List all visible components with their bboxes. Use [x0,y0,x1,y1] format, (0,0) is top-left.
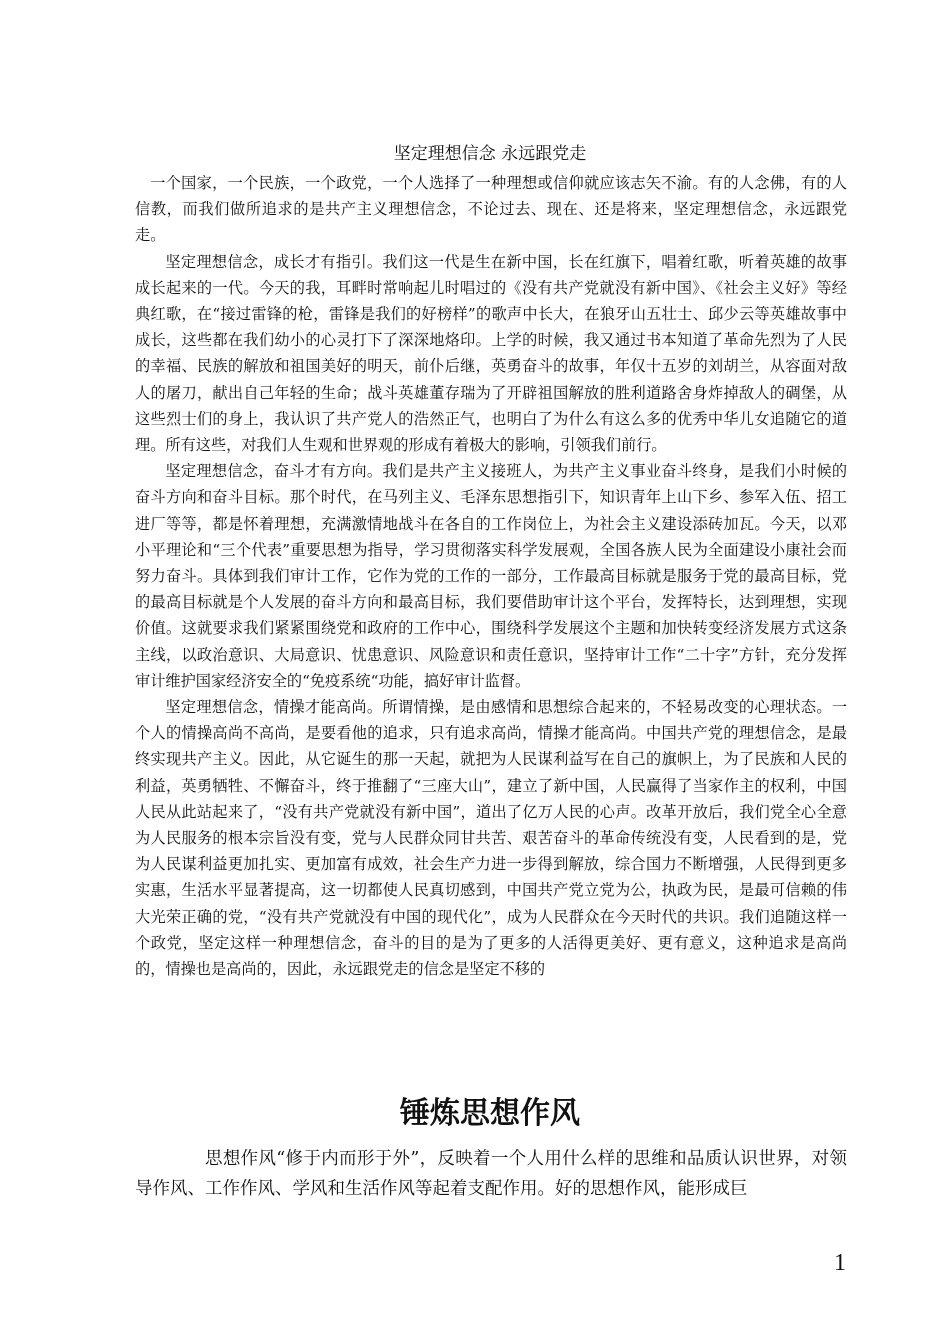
section-paragraph: 思想作风“修于内而形于外”，反映着一个人用什么样的思维和品质认识世界，对领导作风、工作作风、学风和生活作风等起着支配作用。好的思想作风，能形成巨 [135,1149,847,1199]
paragraph-noble-sentiment: 坚定理想信念，情操才能高尚。所谓情操，是由感情和思想综合起来的，不轻易改变的心理状态。一个人的情操高尚不高尚，是要看他的追求，只有追求高尚，情操才能高尚。中国共产党的理想信念，是最终实现共产主义。因此，从它诞生的那一天起，就把为人民谋利益写在自己的旗帜上，为了民族和人民的利益，英勇牺牲、不懈奋斗，终于推翻了“三座大山”，建立了新中国，人民赢得了当家作主的权利，中国人民从此站起来了，“没有共产党就没有新中国”，道出了亿万人民的心声。改革开放后，我们党全心全意为人民服务的根本宗旨没有变，党与人民群众同甘共苦、艰苦奋斗的革命传统没有变，人民看到的是，党为人民谋利益更加扎实、更加富有成效，社会生产力进一步得到解放，综合国力不断增强，人民得到更多实惠，生活水平显著提高，这一切都使人民真切感到，中国共产党立党为公，执政为民，是最可信赖的伟大光荣正确的党，“没有共产党就没有中国的现代化”，成为人民群众在今天时代的共识。我们追随这样一个政党，坚定这样一种理想信念，奋斗的目的是为了更多的人活得更美好、更有意义，这种追求是高尚的，情操也是高尚的，因此，永远跟党走的信念是坚定不移的 [135,698,847,979]
page-number: 1 [834,1250,846,1276]
document-body [135,170,847,982]
paragraph-intro: 一个国家，一个民族，一个政党，一个人选择了一种理想或信仰就应该志矢不渝。有的人念佛，有的人信教，而我们做所追求的是共产主义理想信念，不论过去、现在、还是将来，坚定理想信念，永远跟党走。 [135,174,847,245]
paragraph-growth-guidance: 坚定理想信念，成长才有指引。我们这一代是生在新中国，长在红旗下，唱着红歌，听着英雄的故事成长起来的一代。今天的我，耳畔时常响起儿时唱过的《没有共产党就没有新中国》、《社会主义好》等经典红歌，在“接过雷锋的枪，雷锋是我们的好榜样”的歌声中长大，在狼牙山五壮士、邱少云等英雄故事中成长，这些都在我们幼小的心灵打下了深深地烙印。上学的时候，我又通过书本知道了革命先烈为了人民的幸福、民族的解放和祖国美好的明天，前仆后继，英勇奋斗的故事，年仅十五岁的刘胡兰，从容面对敌人的屠刀，献出自己年轻的生命；战斗英雄董存瑞为了开辟祖国解放的胜利道路舍身炸掉敌人的碉堡，从这些烈士们的身上，我认识了共产党人的浩然正气，也明白了为什么有这么多的优秀中华儿女追随它的道理。所有这些，对我们人生观和世界观的形成有着极大的影响，引领我们前行。 [135,252,847,455]
document-title: 坚定理想信念 永远跟党走 [393,144,587,164]
paragraph-struggle-direction: 坚定理想信念，奋斗才有方向。我们是共产主义接班人，为共产主义事业奋斗终身，是我们小时候的奋斗方向和奋斗目标。那个时代，在马列主义、毛泽东思想指引下，知识青年上山下乡、参军入伍、招工进厂等等，都是怀着理想，充满激情地战斗在各自的工作岗位上，为社会主义建设添砖加瓦。今天，以邓小平理论和“三个代表”重要思想为指导，学习贯彻落实科学发展观，全国各族人民为全面建设小康社会而努力奋斗。具体到我们审计工作，它作为党的工作的一部分，工作最高目标就是服务于党的最高目标，党的最高目标就是个人发展的奋斗方向和最高目标，我们要借助审计这个平台，发挥特长，达到理想，实现价值。这就要求我们紧紧围绕党和政府的工作中心，围绕科学发展这个主题和加快转变经济发展方式这条主线，以政治意识、大局意识、忧患意识、风险意识和责任意识，坚持审计工作“二十字”方针，充分发挥审计维护国家经济安全的“免疫系统“功能，搞好审计监督。 [135,462,847,690]
section-body [135,1144,847,1204]
section-heading: 锤炼思想作风 [400,1096,580,1131]
